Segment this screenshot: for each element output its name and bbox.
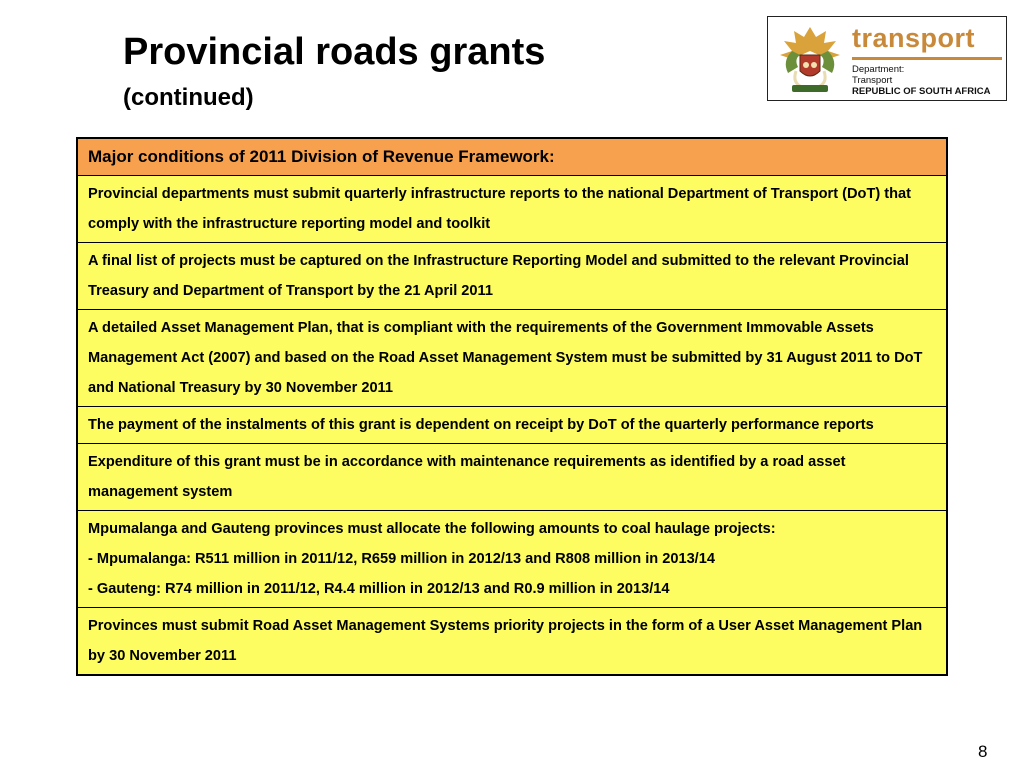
- table-row: Provincial departments must submit quarterly infrastructure reports to the national Department of Transport (DoT) that comply with the infrastructure reporting model and toolkit: [78, 176, 946, 243]
- page-subtitle: (continued): [123, 84, 254, 111]
- logo-line-transport: Transport: [852, 75, 893, 86]
- page-number: 8: [978, 742, 988, 761]
- table-row: A final list of projects must be captured on the Infrastructure Reporting Model and submitted to the relevant Provincial Treasury and Department of Transport by the 21 April 2011: [78, 243, 946, 310]
- logo-line-country: REPUBLIC OF SOUTH AFRICA: [852, 86, 991, 97]
- table-row: Mpumalanga and Gauteng provinces must allocate the following amounts to coal haulage projects: - Mpumalanga: R511 million in 2011/12, R659 million in 2012/13 and R808 million in 2013/14 - Gauteng: R74 million in 2011/12, R4.4 million in 2012/13 and R0.9 million in 2013/14: [78, 511, 946, 608]
- logo-divider: [852, 57, 1002, 60]
- table-row: A detailed Asset Management Plan, that is compliant with the requirements of the Government Immovable Assets Management Act (2007) and based on the Road Asset Management System must be submitted by 31 August 2011 to DoT and National Treasury by 30 November 2011: [78, 310, 946, 407]
- table-row: The payment of the instalments of this grant is dependent on receipt by DoT of the quarterly performance reports: [78, 407, 946, 444]
- transport-logo: [767, 16, 1007, 101]
- logo-brand-text: transport: [852, 23, 976, 53]
- page-title: Provincial roads grants: [123, 31, 546, 73]
- coat-of-arms-icon: [772, 21, 848, 97]
- conditions-table: [76, 137, 948, 676]
- table-row: Expenditure of this grant must be in accordance with maintenance requirements as identified by a road asset management system: [78, 444, 946, 511]
- logo-line-department: Department:: [852, 64, 905, 75]
- table-row: Provinces must submit Road Asset Management Systems priority projects in the form of a User Asset Management Plan by 30 November 2011: [78, 608, 946, 674]
- table-header: Major conditions of 2011 Division of Revenue Framework:: [78, 139, 946, 176]
